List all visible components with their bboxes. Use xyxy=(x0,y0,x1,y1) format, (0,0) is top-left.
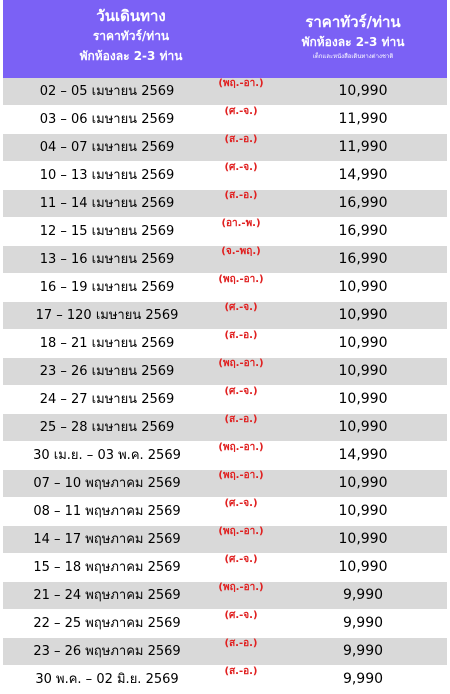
weekday-range: (จ.-พฤ.) xyxy=(221,246,261,257)
travel-date: 30 พ.ค. – 02 มิ.ย. 2569 xyxy=(35,672,179,687)
tour-price: 10,990 xyxy=(338,279,388,295)
weekday-range: (พฤ.-อา.) xyxy=(218,358,264,369)
weekday-range: (ศ.-จ.) xyxy=(224,302,258,313)
tour-price: 9,990 xyxy=(342,615,384,631)
header-price-note: เด็กและหนังสือเดินทางต่างชาติ xyxy=(312,53,394,60)
table-row xyxy=(3,666,447,694)
travel-date: 04 – 07 เมษายน 2569 xyxy=(39,140,175,155)
travel-date: 17 – 120 เมษายน 2569 xyxy=(35,308,179,323)
weekday-range: (ส.-อ.) xyxy=(224,330,258,341)
tour-price: 10,990 xyxy=(338,419,388,435)
header-price-room-sharing: พักห้องละ 2-3 ท่าน xyxy=(301,35,405,49)
travel-date: 10 – 13 เมษายน 2569 xyxy=(39,168,175,183)
travel-date: 07 – 10 พฤษภาคม 2569 xyxy=(33,476,181,491)
table-header xyxy=(3,0,447,78)
tour-price: 10,990 xyxy=(338,503,388,519)
travel-date: 02 – 05 เมษายน 2569 xyxy=(39,84,175,99)
tour-price: 10,990 xyxy=(338,531,388,547)
travel-date: 23 – 26 เมษายน 2569 xyxy=(39,364,175,379)
weekday-range: (พฤ.-อา.) xyxy=(218,274,264,285)
travel-date: 08 – 11 พฤษภาคม 2569 xyxy=(33,504,181,519)
tour-price: 14,990 xyxy=(338,447,388,463)
travel-date: 13 – 16 เมษายน 2569 xyxy=(39,252,175,267)
header-travel-date-title: วันเดินทาง xyxy=(96,7,166,25)
weekday-range: (พฤ.-อา.) xyxy=(218,442,264,453)
header-price-column xyxy=(259,12,447,62)
weekday-range: (พฤ.-อา.) xyxy=(218,526,264,537)
header-travel-date-column xyxy=(3,6,259,66)
tour-price: 9,990 xyxy=(342,643,384,659)
travel-date: 16 – 19 เมษายน 2569 xyxy=(39,280,175,295)
tour-price: 16,990 xyxy=(338,251,388,267)
tour-price: 11,990 xyxy=(338,111,388,127)
tour-price: 14,990 xyxy=(338,167,388,183)
tour-price: 9,990 xyxy=(342,671,384,687)
tour-price: 16,990 xyxy=(338,223,388,239)
tour-price: 16,990 xyxy=(338,195,388,211)
weekday-range: (ส.-อ.) xyxy=(224,190,258,201)
travel-date: 11 – 14 เมษายน 2569 xyxy=(39,196,175,211)
travel-date: 15 – 18 พฤษภาคม 2569 xyxy=(33,560,181,575)
weekday-range: (พฤ.-อา.) xyxy=(218,78,264,89)
header-price-title: ราคาทัวร์/ท่าน xyxy=(305,13,401,31)
tour-price: 10,990 xyxy=(338,391,388,407)
weekday-range: (อา.-พ.) xyxy=(221,218,261,229)
tour-price: 10,990 xyxy=(338,83,388,99)
weekday-range: (พฤ.-อา.) xyxy=(218,582,264,593)
travel-date: 24 – 27 เมษายน 2569 xyxy=(39,392,175,407)
weekday-range: (ส.-อ.) xyxy=(224,666,258,677)
weekday-range: (ศ.-จ.) xyxy=(224,498,258,509)
travel-date: 23 – 26 พฤษภาคม 2569 xyxy=(33,644,181,659)
weekday-range: (ส.-อ.) xyxy=(224,414,258,425)
tour-price: 10,990 xyxy=(338,307,388,323)
weekday-range: (ศ.-จ.) xyxy=(224,610,258,621)
header-room-sharing: พักห้องละ 2-3 ท่าน xyxy=(79,49,183,63)
tour-price: 10,990 xyxy=(338,363,388,379)
table-body xyxy=(3,78,447,694)
tour-price: 11,990 xyxy=(338,139,388,155)
weekday-range: (ส.-อ.) xyxy=(224,638,258,649)
travel-date: 14 – 17 พฤษภาคม 2569 xyxy=(33,532,181,547)
tour-price: 10,990 xyxy=(338,475,388,491)
weekday-range: (ส.-อ.) xyxy=(224,134,258,145)
travel-date: 21 – 24 พฤษภาคม 2569 xyxy=(33,588,181,603)
tour-price: 9,990 xyxy=(342,587,384,603)
header-price-per-person: ราคาทัวร์/ท่าน xyxy=(92,29,170,43)
travel-date: 30 เม.ย. – 03 พ.ค. 2569 xyxy=(33,448,181,463)
tour-price: 10,990 xyxy=(338,335,388,351)
travel-date: 03 – 06 เมษายน 2569 xyxy=(39,112,175,127)
tour-price: 10,990 xyxy=(338,559,388,575)
travel-date: 18 – 21 เมษายน 2569 xyxy=(39,336,175,351)
weekday-range: (ศ.-จ.) xyxy=(224,554,258,565)
travel-date: 25 – 28 เมษายน 2569 xyxy=(39,420,175,435)
travel-date: 22 – 25 พฤษภาคม 2569 xyxy=(33,616,181,631)
weekday-range: (ศ.-จ.) xyxy=(224,162,258,173)
weekday-range: (ศ.-จ.) xyxy=(224,386,258,397)
travel-date: 12 – 15 เมษายน 2569 xyxy=(39,224,175,239)
weekday-range: (ศ.-จ.) xyxy=(224,106,258,117)
weekday-range: (พฤ.-อา.) xyxy=(218,470,264,481)
